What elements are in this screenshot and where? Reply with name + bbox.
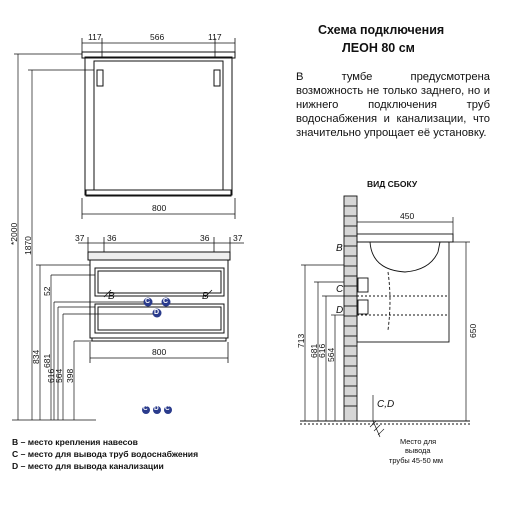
dim-countertop: 52 — [42, 286, 52, 296]
cabinet-right-outer: 37 — [233, 233, 243, 243]
dim-bottom: 398 — [65, 368, 75, 383]
connection-description: В тумбе предусмотрена возможность не только заднего, но и нижнего подключения труб водоснабжения и канализации, что значительно упрощает её установку. — [296, 71, 490, 139]
side-view-title: ВИД СБОКУ — [367, 179, 418, 189]
side-label-b: B — [336, 243, 343, 254]
cabinet-right-inner: 36 — [200, 233, 210, 243]
floor-label-c1: C — [143, 405, 148, 412]
legend-d: D – место для вывода канализации — [12, 461, 164, 471]
cabinet-width: 800 — [152, 347, 167, 357]
side-dim-564: 564 — [326, 347, 336, 362]
floor-hatch — [370, 421, 384, 435]
side-label-c: C — [336, 284, 344, 295]
mirror-front-view — [82, 52, 235, 196]
legend-c: C – место для вывода труб водоснабжения — [12, 449, 199, 459]
dim-water: 616 — [46, 368, 56, 383]
dim-hinge: 681 — [42, 353, 52, 368]
label-c-right: C — [163, 298, 169, 305]
label-b-left: B — [108, 291, 115, 302]
mirror-width: 800 — [152, 203, 167, 213]
dim-cabinet-top: 834 — [31, 349, 41, 364]
pipe-note-line2: вывода — [405, 446, 431, 455]
cabinet-left-outer: 37 — [75, 233, 85, 243]
dim-mirror-top: 1870 — [23, 236, 33, 255]
side-depth: 450 — [400, 211, 415, 221]
side-dim-681: 681 — [309, 343, 319, 358]
legend-b: B – место крепления навесов — [12, 437, 138, 447]
floor-label-c2: C — [165, 405, 170, 412]
cabinet-left-inner: 36 — [107, 233, 117, 243]
mirror-center-width: 566 — [150, 32, 165, 42]
mirror-left-margin: 117 — [88, 32, 102, 42]
pipe-note-line1: Место для — [400, 437, 437, 446]
pipe-note-line3: трубы 45-50 мм — [389, 456, 443, 465]
diagram-title-line2: ЛЕОН 80 см — [342, 41, 415, 55]
dim-drain: 564 — [54, 368, 64, 383]
side-dim-616: 616 — [317, 343, 327, 358]
mirror-right-margin: 117 — [208, 32, 222, 42]
side-label-cd: C,D — [377, 399, 395, 410]
cabinet-top-dimension — [78, 237, 244, 252]
side-height: 650 — [468, 323, 478, 338]
label-d: D — [154, 309, 160, 316]
floor-label-d: D — [154, 405, 159, 412]
dim-total-height: *2000 — [9, 222, 19, 245]
diagram-title-line1: Схема подключения — [318, 23, 445, 37]
label-b-right: B — [202, 291, 209, 302]
side-view — [300, 196, 470, 424]
side-dim-713: 713 — [296, 333, 306, 348]
label-c-left: C — [145, 298, 151, 305]
side-label-d: D — [336, 305, 344, 316]
